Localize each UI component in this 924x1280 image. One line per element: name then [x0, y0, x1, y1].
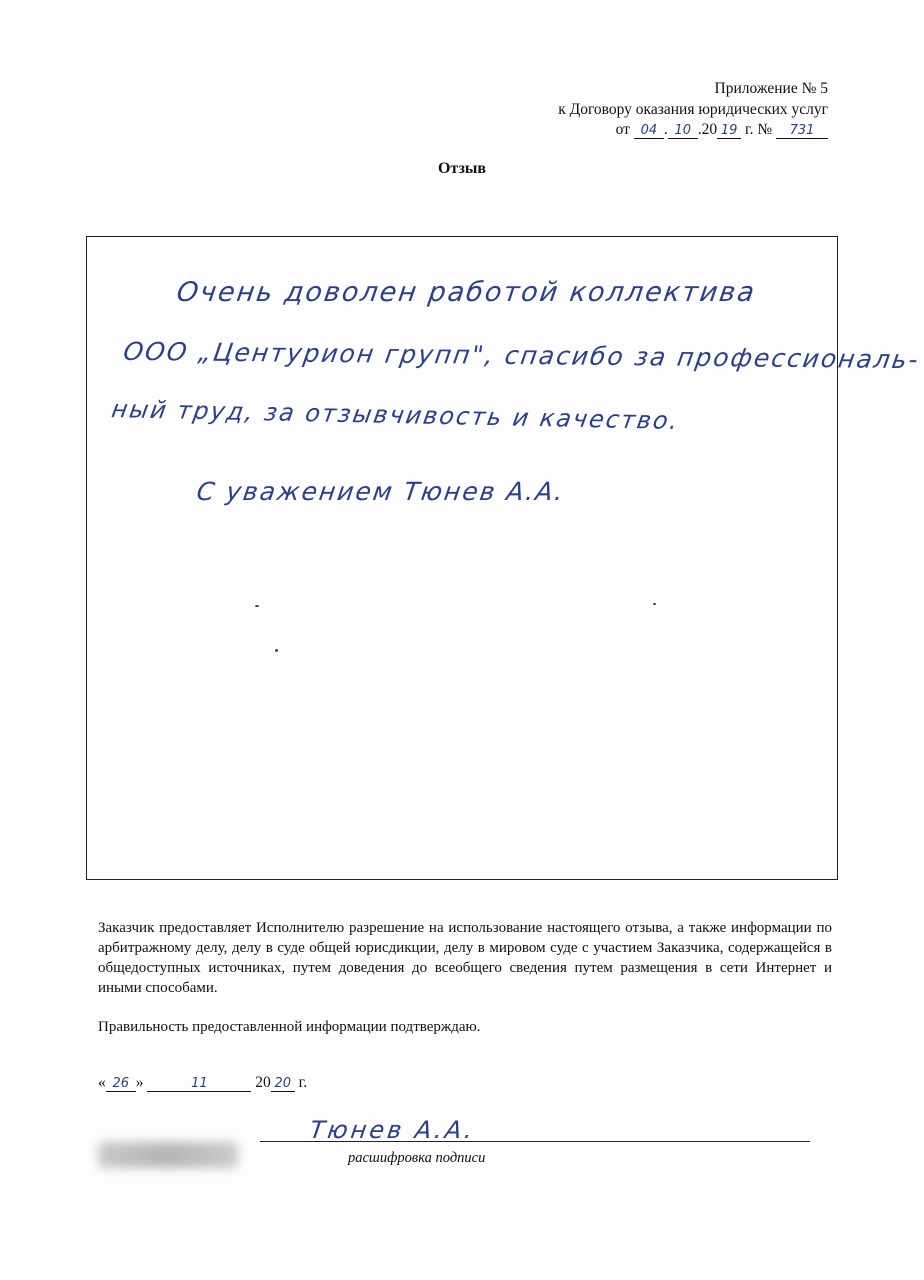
signing-day: 26 [106, 1077, 136, 1092]
signature-area [96, 1112, 810, 1172]
contract-year-prefix: 20 [701, 121, 718, 138]
review-line-3: ный труд, за отзывчивость и качество. [109, 395, 682, 435]
review-line-1: Очень доволен работой коллектива [174, 277, 759, 308]
quote-open: « [98, 1074, 106, 1091]
review-line-2: ООО „Центурион групп", спасибо за профессиональ- [121, 336, 922, 375]
contract-day: 04 [634, 124, 664, 139]
signature-caption: расшифровка подписи [348, 1150, 486, 1166]
contract-year-suffix: 19 [717, 124, 741, 139]
contract-month: 10 [668, 124, 698, 139]
contract-reference: к Договору оказания юридических услуг [558, 101, 828, 118]
confirmation-paragraph: Правильность предоставленной информации подтверждаю. [98, 1019, 481, 1035]
ink-speck [653, 603, 656, 605]
appendix-label: Приложение № 5 [714, 80, 828, 97]
signing-year-suffix: 20 [271, 1077, 295, 1092]
signing-month: 11 [147, 1077, 251, 1092]
signing-year-prefix: 20 [255, 1074, 271, 1091]
consent-paragraph: Заказчик предоставляет Исполнителю разрешение на использование настоящего отзыва, а также информации по арбитражному делу, делу в суде общей юрисдикции, делу в мировом суде с участием Заказчика, содержащейся в общедоступных источниках, путем доведения до всеобщего сведения путем размещения в сети Интернет и иными способами. [98, 920, 832, 996]
redacted-signature-label [98, 1142, 238, 1168]
handwritten-signature-name: Тюнев А.А. [308, 1116, 478, 1144]
date-prefix: от [615, 121, 630, 138]
year-suffix-label: г. [298, 1074, 308, 1091]
ink-speck [255, 605, 259, 607]
document-title: Отзыв [437, 160, 487, 177]
contract-number: 731 [776, 124, 828, 139]
signing-date [98, 1074, 307, 1092]
contract-number-label: г. № [744, 121, 773, 138]
review-signature-line: С уважением Тюнев А.А. [194, 477, 567, 506]
ink-speck [275, 649, 278, 652]
contract-date-number: от 04 . 10 .20 19 г. № 731 [616, 121, 828, 139]
quote-close: » [135, 1074, 144, 1091]
review-box [86, 236, 922, 880]
